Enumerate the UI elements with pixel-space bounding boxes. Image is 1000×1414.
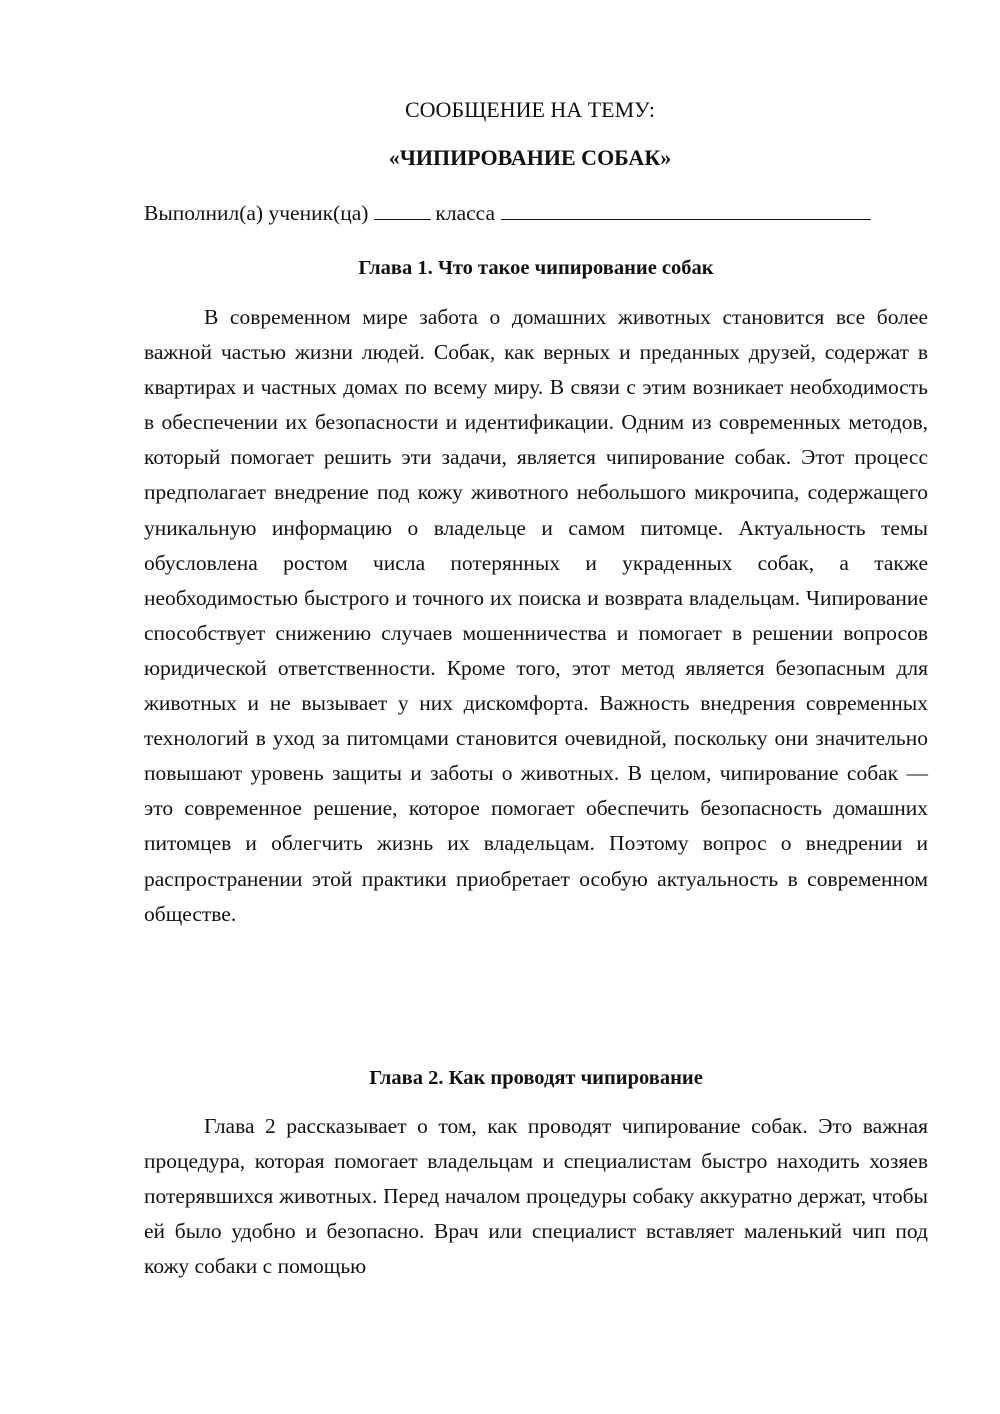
author-middle: класса	[435, 201, 496, 225]
chapter-2-paragraph: Глава 2 рассказывает о том, как проводят чипирование собак. Это важная процедура, которая помогает владельцам и специалистам быстро находить хозяев потерявшихся животных. Перед началом процедуры собаку аккуратно держат, чтобы ей было удобно и безопасно. Врач или специалист вставляет маленький чип под кожу собаки с помощью	[144, 1114, 928, 1279]
chapter-1-paragraph: В современном мире забота о домашних животных становится все более важной частью жизни людей. Собак, как верных и преданных друзей, содержат в квартирах и частных домах по всему миру. В связи с этим возникает необходимость в обеспечении их безопасности и идентификации. Одним из современных методов, который помогает решить эти задачи, является чипирование собак. Этот процесс предполагает внедрение под кожу животного небольшого микрочипа, содержащего уникальную информацию о владельце и самом питомце. Актуальность темы обусловлена ростом числа потерянных и украденных собак, а также необходимостью быстрого и точного их поиска и возврата владельцам. Чипирование способствует снижению случаев мошенничества и помогает в решении вопросов юридической ответственности. Кроме того, этот метод является безопасным для животных и не вызывает у них дискомфорта. Важность внедрения современных технологий в уход за питомцами становится очевидной, поскольку они значительно повышают уровень защиты и заботы о животных. В целом, чипирование собак — это современное решение, которое помогает обеспечить безопасность домашних питомцев и облегчить жизнь их владельцам. Поэтому вопрос о внедрении и распространении этой практики приобретает особую актуальность в современном обществе.	[144, 305, 928, 926]
author-prefix: Выполнил(а) ученик(ца)	[144, 201, 369, 225]
title-line-1: СООБЩЕНИЕ НА ТЕМУ:	[405, 97, 655, 122]
name-blank-field	[501, 197, 871, 220]
author-line	[144, 197, 934, 228]
chapter-2-heading: Глава 2. Как проводят чипирование	[369, 1067, 703, 1089]
chapter-1-heading: Глава 1. Что такое чипирование собак	[358, 257, 714, 279]
class-blank-field	[374, 197, 431, 220]
title-line-2: «ЧИПИРОВАНИЕ СОБАК»	[388, 145, 672, 170]
